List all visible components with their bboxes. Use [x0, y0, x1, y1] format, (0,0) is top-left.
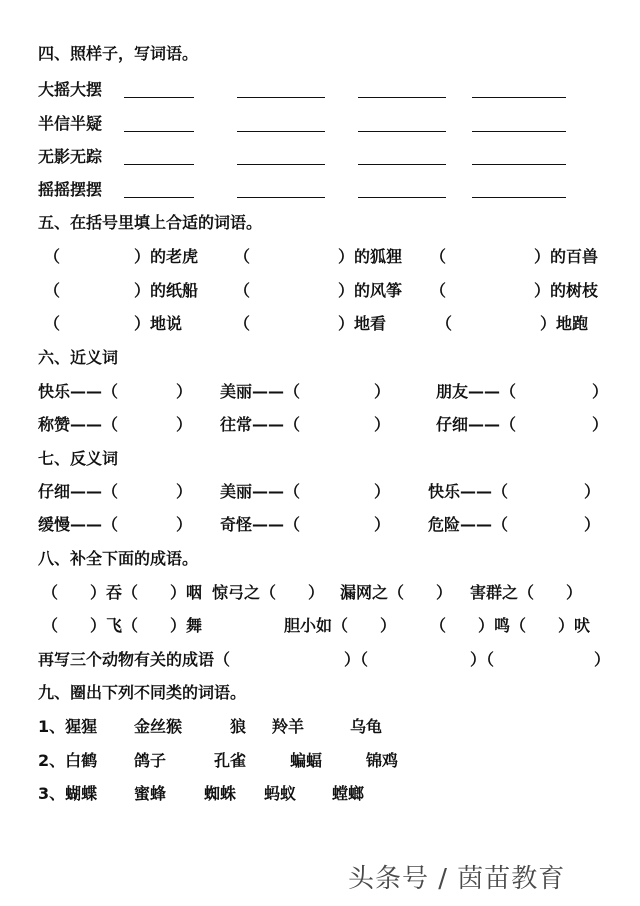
s9-word[interactable]: 狼 [230, 717, 247, 736]
s9-word[interactable]: 羚羊 [272, 717, 305, 736]
s7-close-paren: ） [584, 515, 601, 534]
s9-word[interactable]: 3、蝴蝶 [38, 784, 98, 803]
s7-close-paren: ） [176, 482, 193, 501]
s9-word[interactable]: 螳螂 [332, 784, 365, 803]
section-7-title: 七、反义词 [38, 449, 119, 468]
s5-open-paren: （ [234, 314, 251, 333]
s7-word: 仔细——（ [38, 482, 119, 501]
s7-word: 危险——（ [428, 515, 509, 534]
s4-blank[interactable] [472, 164, 566, 165]
s4-blank[interactable] [124, 131, 194, 132]
s4-blank[interactable] [472, 197, 566, 198]
s9-word[interactable]: 孔雀 [214, 751, 247, 770]
section-6-title: 六、近义词 [38, 348, 119, 367]
s5-phrase: ）地看 [338, 314, 387, 333]
section-4-title: 四、照样子，写词语。 [38, 44, 199, 63]
s5-phrase: ）的狐狸 [338, 247, 403, 266]
s8-extra-paren: ） [594, 650, 611, 669]
s7-close-paren: ） [584, 482, 601, 501]
s7-close-paren: ） [374, 482, 391, 501]
s6-close-paren: ） [176, 415, 193, 434]
s5-open-paren: （ [234, 281, 251, 300]
s4-blank[interactable] [472, 131, 566, 132]
s4-blank[interactable] [358, 97, 446, 98]
s6-close-paren: ） [176, 382, 193, 401]
section-8-title: 八、补全下面的成语。 [38, 549, 199, 568]
s4-word-2: 半信半疑 [38, 114, 103, 133]
s9-word[interactable]: 2、白鹤 [38, 751, 98, 770]
s8-idiom: 胆小如（ ） [284, 616, 397, 635]
s5-phrase: ）地说 [134, 314, 183, 333]
s7-close-paren: ） [374, 515, 391, 534]
s8-extra-paren: ）（ [470, 650, 495, 669]
s6-close-paren: ） [592, 382, 609, 401]
s6-word: 往常——（ [220, 415, 301, 434]
s6-word: 朋友——（ [436, 382, 517, 401]
s8-idiom: 害群之（ ） [470, 583, 583, 602]
s4-blank[interactable] [237, 97, 325, 98]
s9-word[interactable]: 乌龟 [350, 717, 383, 736]
s4-blank[interactable] [237, 131, 325, 132]
s4-blank[interactable] [237, 197, 325, 198]
s6-word: 美丽——（ [220, 382, 301, 401]
s4-blank[interactable] [124, 164, 194, 165]
s4-word-1: 大摇大摆 [38, 80, 103, 99]
s4-blank[interactable] [358, 197, 446, 198]
s5-open-paren: （ [44, 247, 61, 266]
s5-phrase: ）的树枝 [534, 281, 599, 300]
s5-phrase: ）的风筝 [338, 281, 403, 300]
s9-word[interactable]: 蝙蝠 [290, 751, 323, 770]
s8-idiom: 惊弓之（ ） [212, 583, 325, 602]
section-9-title: 九、圈出下列不同类的词语。 [38, 683, 247, 702]
s4-blank[interactable] [237, 164, 325, 165]
s4-word-4: 摇摇摆摆 [38, 180, 103, 199]
s5-open-paren: （ [44, 314, 61, 333]
s9-word[interactable]: 鸽子 [134, 751, 167, 770]
s6-word: 仔细——（ [436, 415, 517, 434]
s7-word: 奇怪——（ [220, 515, 301, 534]
s6-close-paren: ） [592, 415, 609, 434]
s8-idiom: （ ）鸣（ ）吠 [430, 616, 591, 635]
s4-blank[interactable] [472, 97, 566, 98]
s7-word: 缓慢——（ [38, 515, 119, 534]
s5-phrase: ）的纸船 [134, 281, 199, 300]
s8-idiom: （ ）飞（ ）舞 [42, 616, 203, 635]
s8-extra-prompt: 再写三个动物有关的成语（ [38, 650, 231, 669]
s7-word: 美丽——（ [220, 482, 301, 501]
s6-word: 快乐——（ [38, 382, 119, 401]
s7-word: 快乐——（ [428, 482, 509, 501]
s9-word[interactable]: 1、猩猩 [38, 717, 98, 736]
s9-word[interactable]: 锦鸡 [366, 751, 399, 770]
s6-close-paren: ） [374, 382, 391, 401]
s9-word[interactable]: 蜘蛛 [204, 784, 237, 803]
s5-phrase: ）地跑 [540, 314, 589, 333]
section-5-title: 五、在括号里填上合适的词语。 [38, 213, 263, 232]
s9-word[interactable]: 金丝猴 [134, 717, 183, 736]
s5-open-paren: （ [44, 281, 61, 300]
s8-idiom: （ ）吞（ ）咽 [42, 583, 203, 602]
s5-open-paren: （ [430, 247, 447, 266]
s8-extra-paren: ）（ [344, 650, 369, 669]
s9-word[interactable]: 蜜蜂 [134, 784, 167, 803]
s4-blank[interactable] [124, 197, 194, 198]
s8-idiom: 漏网之（ ） [340, 583, 453, 602]
s5-open-paren: （ [430, 281, 447, 300]
s4-blank[interactable] [358, 131, 446, 132]
s5-open-paren: （ [436, 314, 453, 333]
watermark: 头条号 / 茵苗教育 [348, 864, 566, 894]
s4-blank[interactable] [124, 97, 194, 98]
s6-close-paren: ） [374, 415, 391, 434]
s5-phrase: ）的百兽 [534, 247, 599, 266]
s5-open-paren: （ [234, 247, 251, 266]
s9-word[interactable]: 蚂蚁 [264, 784, 297, 803]
s4-word-3: 无影无踪 [38, 147, 103, 166]
s4-blank[interactable] [358, 164, 446, 165]
s5-phrase: ）的老虎 [134, 247, 199, 266]
s6-word: 称赞——（ [38, 415, 119, 434]
s7-close-paren: ） [176, 515, 193, 534]
